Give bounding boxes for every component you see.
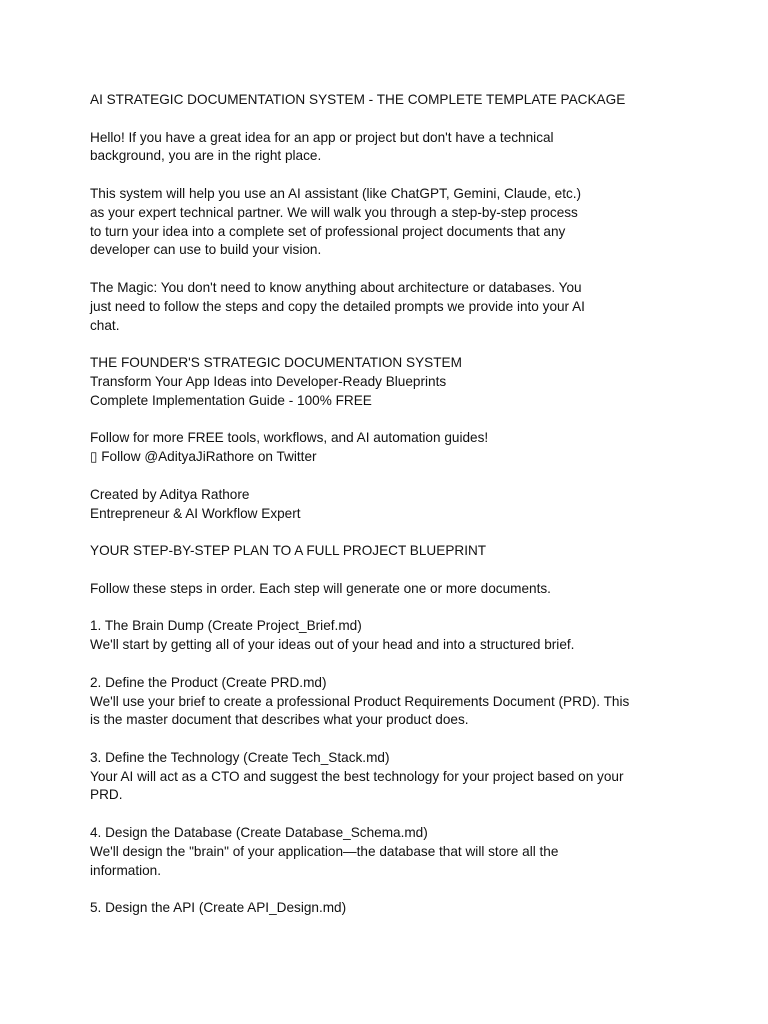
magic-paragraph [90, 279, 650, 335]
step-title: 5. Design the API (Create API_Design.md) [90, 900, 347, 916]
follow-line: Follow for more FREE tools, workflows, and AI automation guides! [90, 430, 489, 446]
step-title: 3. Define the Technology (Create Tech_Stack.md) [90, 749, 390, 765]
title-text: AI STRATEGIC DOCUMENTATION SYSTEM - THE COMPLETE TEMPLATE PACKAGE [90, 92, 626, 107]
author-block [90, 486, 650, 524]
step-description: information. [90, 862, 162, 878]
plan-instructions-block [90, 580, 650, 599]
step-description: We'll start by getting all of your ideas out of your head and into a structured brief. [90, 637, 575, 653]
step-description: Your AI will act as a CTO and suggest the best technology for your project based on your [90, 768, 624, 784]
step-1 [90, 617, 650, 655]
step-description: is the master document that describes what your product does. [90, 712, 469, 728]
system-line: This system will help you use an AI assistant (like ChatGPT, Gemini, Claude, etc.) [90, 185, 582, 201]
author-name: Created by Aditya Rathore [90, 486, 250, 502]
step-5 [90, 899, 650, 918]
twitter-follow-line: ▯ Follow @AdityaJiRathore on Twitter [90, 449, 317, 465]
magic-line: just need to follow the steps and copy the detailed prompts we provide into your AI [90, 298, 585, 314]
system-line: developer can use to build your vision. [90, 242, 322, 258]
magic-line: chat. [90, 317, 120, 333]
intro-paragraph [90, 129, 650, 167]
intro-line: Hello! If you have a great idea for an app or project but don't have a technical [90, 129, 554, 145]
step-4 [90, 824, 650, 880]
plan-instructions: Follow these steps in order. Each step will generate one or more documents. [90, 580, 551, 596]
step-3 [90, 749, 650, 805]
step-title: 2. Define the Product (Create PRD.md) [90, 674, 327, 690]
step-description: We'll design the "brain" of your application—the database that will store all the [90, 843, 559, 859]
plan-heading: YOUR STEP-BY-STEP PLAN TO A FULL PROJECT BLUEPRINT [90, 543, 487, 559]
founder-block [90, 354, 650, 410]
document-title [90, 91, 650, 110]
magic-line: The Magic: You don't need to know anything about architecture or databases. You [90, 279, 582, 295]
founder-guide: Complete Implementation Guide - 100% FREE [90, 392, 372, 408]
system-paragraph [90, 185, 650, 260]
founder-heading: THE FOUNDER'S STRATEGIC DOCUMENTATION SYSTEM [90, 355, 462, 371]
follow-block [90, 429, 650, 467]
step-title: 4. Design the Database (Create Database_Schema.md) [90, 825, 428, 841]
step-description: PRD. [90, 787, 123, 803]
document-page [90, 91, 650, 937]
author-role: Entrepreneur & AI Workflow Expert [90, 505, 301, 521]
step-title: 1. The Brain Dump (Create Project_Brief.md) [90, 618, 362, 634]
plan-heading-block [90, 542, 650, 561]
founder-tagline: Transform Your App Ideas into Developer-Ready Blueprints [90, 373, 447, 389]
system-line: to turn your idea into a complete set of professional project documents that any [90, 223, 566, 239]
step-description: We'll use your brief to create a professional Product Requirements Document (PRD). This [90, 693, 630, 709]
intro-line: background, you are in the right place. [90, 148, 322, 164]
system-line: as your expert technical partner. We will walk you through a step-by-step process [90, 204, 578, 220]
step-2 [90, 674, 650, 730]
